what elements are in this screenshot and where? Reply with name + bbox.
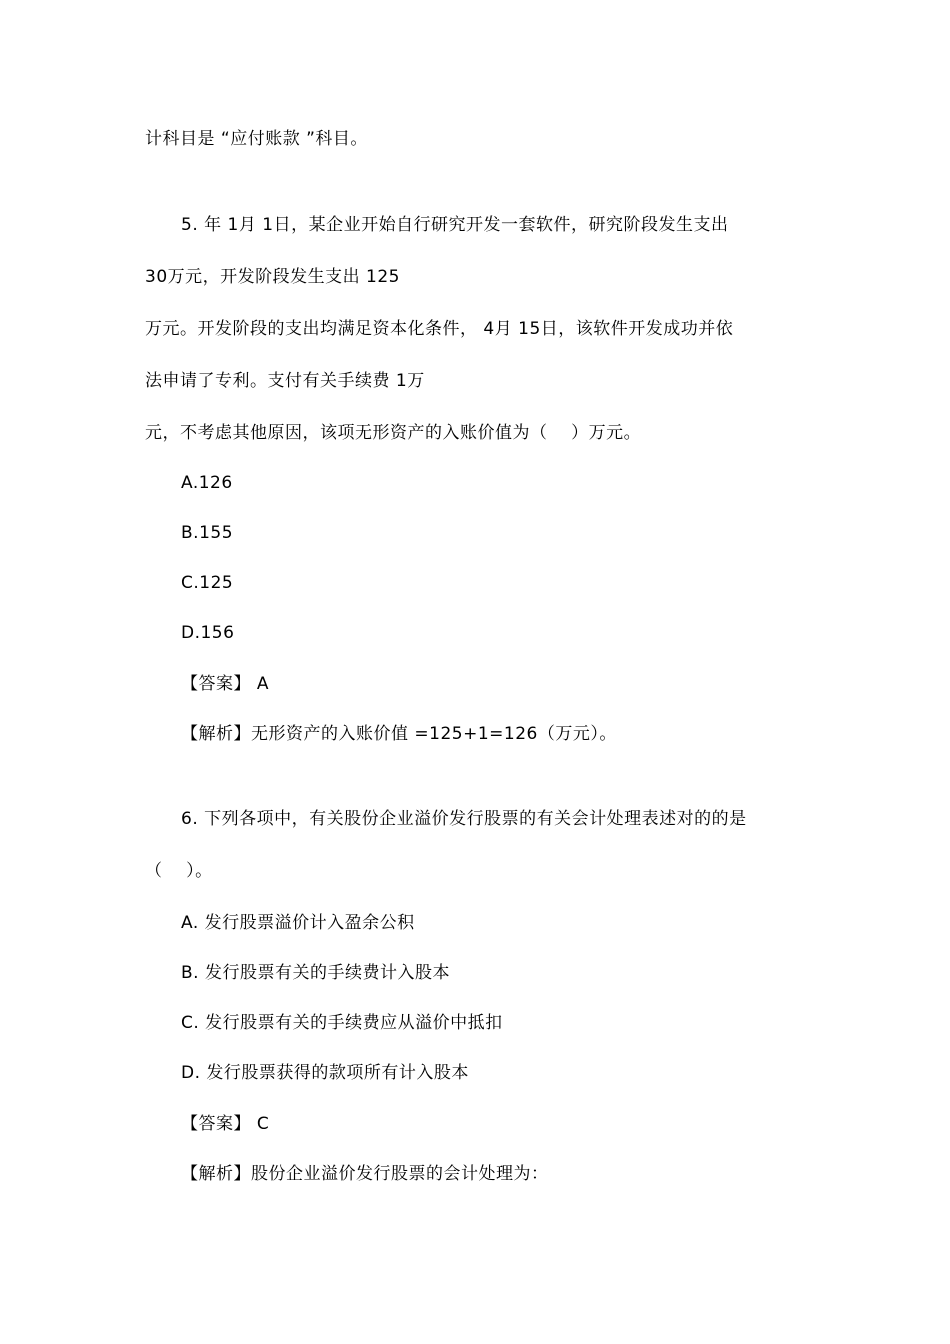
q6-option-a: A. 发行股票溢价计入盈余公积 xyxy=(181,913,415,933)
q5-analysis: 【解析】无形资产的入账价值 =125+1=126（万元）。 xyxy=(181,724,617,744)
q5-stem-line-5: 元，不考虑其他原因，该项无形资产的入账价值为（ ）万元。 xyxy=(145,423,642,443)
carryover-text: 计科目是 “应付账款 ”科目。 xyxy=(145,129,368,149)
q5-stem-line-4: 法申请了专利。支付有关手续费 1万 xyxy=(145,371,425,391)
q6-option-c: C. 发行股票有关的手续费应从溢价中抵扣 xyxy=(181,1013,503,1033)
q6-stem-line-2: （ ）。 xyxy=(145,861,213,881)
q5-option-b: B.155 xyxy=(181,523,234,543)
q6-analysis: 【解析】股份企业溢价发行股票的会计处理为： xyxy=(181,1164,549,1184)
q5-stem-line-3: 万元。开发阶段的支出均满足资本化条件， 4月 15日，该软件开发成功并依 xyxy=(145,319,734,339)
q6-option-b: B. 发行股票有关的手续费计入股本 xyxy=(181,963,450,983)
q5-option-c: C.125 xyxy=(181,573,234,593)
q6-option-d: D. 发行股票获得的款项所有计入股本 xyxy=(181,1063,469,1083)
q5-option-a: A.126 xyxy=(181,473,233,493)
q6-stem-line-1: 6. 下列各项中，有关股份企业溢价发行股票的有关会计处理表述对的的是 xyxy=(181,809,747,829)
q5-answer: 【答案】 A xyxy=(181,674,270,694)
q5-stem-line-1: 5. 年 1月 1日，某企业开始自行研究开发一套软件，研究阶段发生支出 xyxy=(181,215,729,235)
q6-answer: 【答案】 C xyxy=(181,1114,270,1134)
q5-stem-line-2: 30万元，开发阶段发生支出 125 xyxy=(145,267,400,287)
q5-option-d: D.156 xyxy=(181,623,235,643)
